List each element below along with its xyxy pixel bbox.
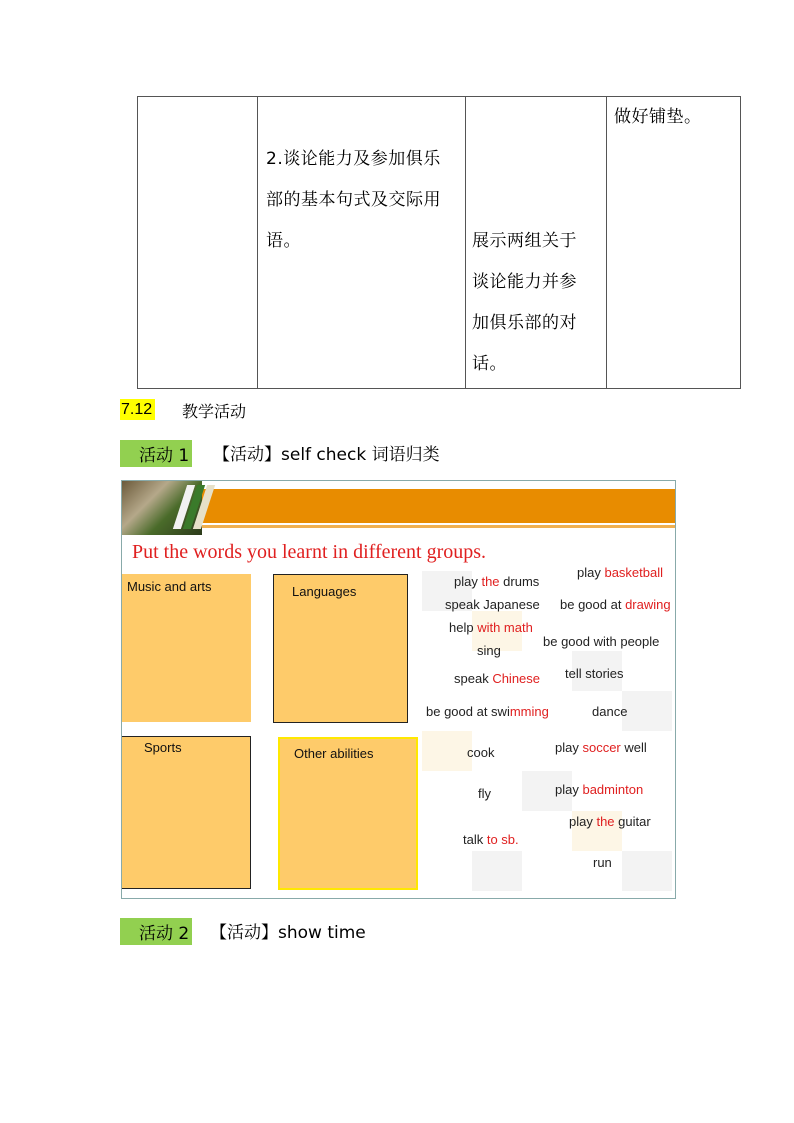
category-label: Other abilities bbox=[294, 746, 374, 761]
cell-text: 2.谈论能力及参加俱乐 部的基本句式及交际用 语。 bbox=[266, 149, 441, 251]
word-phrase: dance bbox=[592, 704, 628, 719]
category-label: Sports bbox=[144, 740, 182, 755]
section-title: 教学活动 bbox=[182, 402, 247, 421]
word-phrase: fly bbox=[478, 786, 491, 801]
activity-tag: 活动 2 bbox=[120, 918, 192, 945]
category-label: Languages bbox=[292, 584, 357, 599]
word-phrase: run bbox=[593, 855, 612, 870]
category-box-sports bbox=[122, 736, 251, 889]
word-phrase: be good at swimming bbox=[426, 704, 549, 719]
cell-text: 做好铺垫。 bbox=[614, 107, 702, 127]
activity-slide bbox=[121, 480, 676, 899]
section-number: 7.12 bbox=[120, 399, 155, 420]
bg-tile bbox=[622, 691, 672, 731]
activity-description: 【活动】show time bbox=[210, 923, 366, 943]
category-box-languages bbox=[273, 574, 408, 723]
category-box-music-arts bbox=[122, 574, 251, 722]
table-row bbox=[138, 97, 741, 389]
word-phrase: cook bbox=[467, 745, 495, 760]
lesson-table bbox=[137, 96, 741, 389]
word-phrase: tell stories bbox=[565, 666, 624, 681]
word-phrase: help with math bbox=[449, 620, 533, 635]
slide-title: Put the words you learnt in different groups. bbox=[132, 541, 487, 563]
word-phrase: play soccer well bbox=[555, 740, 647, 755]
bg-tile bbox=[622, 851, 672, 891]
word-phrase: play the drums bbox=[454, 574, 540, 589]
activity-1-heading bbox=[120, 440, 440, 467]
word-phrase: sing bbox=[477, 643, 501, 658]
bg-tile bbox=[422, 731, 472, 771]
category-label: Music and arts bbox=[127, 579, 212, 594]
word-phrase: play badminton bbox=[555, 782, 644, 797]
section-heading bbox=[120, 399, 247, 421]
word-phrase: talk to sb. bbox=[463, 832, 519, 847]
word-phrase: speak Chinese bbox=[454, 671, 541, 686]
category-box-other-abilities bbox=[278, 737, 418, 890]
header-banner bbox=[200, 489, 675, 523]
table-cell-purpose bbox=[607, 97, 741, 389]
table-cell-empty bbox=[138, 97, 258, 389]
word-phrase: be good with people bbox=[543, 634, 660, 649]
table-cell-content bbox=[258, 97, 466, 389]
bg-tile bbox=[472, 851, 522, 891]
header-stripe bbox=[194, 525, 675, 528]
activity-2-heading bbox=[120, 918, 366, 945]
word-phrase: play basketball bbox=[577, 565, 664, 580]
activity-tag: 活动 1 bbox=[120, 440, 192, 467]
table-cell-method bbox=[466, 97, 607, 389]
header-photo bbox=[122, 481, 202, 535]
word-phrase: speak Japanese bbox=[445, 597, 540, 612]
cell-text: 展示两组关于 谈论能力并参 加俱乐部的对 话。 bbox=[472, 231, 577, 374]
activity-description: 【活动】self check 词语归类 bbox=[213, 445, 440, 465]
word-phrase: play the guitar bbox=[569, 814, 651, 829]
word-phrase: be good at drawing bbox=[560, 597, 671, 612]
